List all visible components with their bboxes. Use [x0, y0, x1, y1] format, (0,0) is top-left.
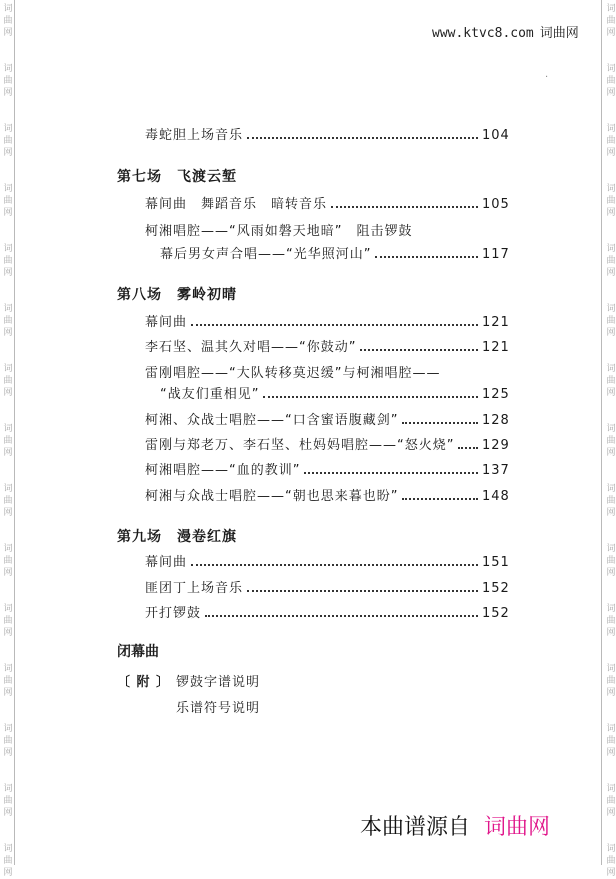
watermark-char: 曲 — [606, 556, 616, 566]
source-text: 本曲谱源自 — [360, 815, 471, 840]
watermark-char: 网 — [606, 568, 616, 578]
watermark-char: 网 — [606, 388, 616, 398]
dot-leader — [263, 396, 478, 398]
watermark-char: 网 — [3, 88, 13, 98]
watermark-char: 网 — [3, 28, 13, 38]
dot-leader — [191, 564, 478, 566]
site-header[interactable] — [432, 22, 579, 41]
appendix-tag: 〔 附 〕 — [117, 675, 171, 690]
toc-entry-label: 柯湘唱腔——“血的教训” — [145, 463, 301, 478]
toc-entry — [145, 578, 510, 596]
watermark-char: 词 — [3, 664, 13, 674]
toc-entry — [145, 435, 510, 453]
toc-entry — [160, 244, 510, 262]
site-url[interactable]: www.ktvc8.com — [432, 26, 534, 41]
watermark-char: 词 — [606, 424, 616, 434]
watermark-char: 词 — [3, 244, 13, 254]
watermark-char: 词 — [606, 604, 616, 614]
watermark-char: 网 — [3, 808, 13, 818]
watermark-char: 词 — [606, 544, 616, 554]
toc-entry-label: 开打锣鼓 — [145, 606, 202, 621]
section-title: 第九场 漫卷红旗 — [117, 529, 237, 545]
dot-leader — [375, 256, 478, 258]
watermark-char: 词 — [3, 124, 13, 134]
watermark-char: 网 — [3, 388, 13, 398]
watermark-char: 网 — [606, 868, 616, 878]
section-title: 第八场 雾岭初晴 — [117, 287, 237, 303]
watermark-char: 词 — [606, 364, 616, 374]
appendix-item: 乐谱符号说明 — [176, 701, 261, 716]
toc-entry-label: 幕间曲 — [145, 555, 188, 570]
watermark-char: 词 — [3, 364, 13, 374]
watermark-char: 网 — [3, 748, 13, 758]
watermark-char: 曲 — [3, 256, 13, 266]
watermark-char: 词 — [606, 4, 616, 14]
watermark-char: 网 — [3, 328, 13, 338]
toc-entry — [145, 337, 510, 355]
dot-leader — [304, 472, 478, 474]
watermark-char: 曲 — [3, 16, 13, 26]
toc-entry-label: 柯湘唱腔——“风雨如磐天地暗” 阻击锣鼓 — [145, 224, 413, 239]
watermark-char: 曲 — [606, 16, 616, 26]
watermark-char: 网 — [606, 808, 616, 818]
toc-entry-label: 雷刚与郑老万、李石坚、杜妈妈唱腔——“怒火烧” — [145, 438, 455, 453]
watermark-char: 曲 — [606, 796, 616, 806]
toc-entry-label: “战友们重相见” — [160, 387, 260, 402]
watermark-char: 词 — [606, 304, 616, 314]
watermark-char: 词 — [3, 544, 13, 554]
toc-entry-label: 幕间曲 舞蹈音乐 暗转音乐 — [145, 197, 328, 212]
watermark-char: 网 — [606, 208, 616, 218]
toc-entry-page: 152 — [482, 606, 510, 621]
watermark-char: 曲 — [606, 136, 616, 146]
dot-leader — [247, 590, 478, 592]
watermark-char: 曲 — [606, 76, 616, 86]
dot-leader — [402, 422, 478, 424]
watermark-char: 曲 — [3, 76, 13, 86]
toc-entry-label: 雷刚唱腔——“大队转移莫迟缓”与柯湘唱腔—— — [145, 366, 441, 381]
watermark-char: 曲 — [3, 676, 13, 686]
watermark-char: 曲 — [606, 496, 616, 506]
watermark-char: 曲 — [3, 796, 13, 806]
toc-entry — [145, 194, 510, 212]
watermark-char: 曲 — [606, 436, 616, 446]
watermark-char: 词 — [606, 784, 616, 794]
watermark-char: 词 — [606, 844, 616, 854]
watermark-char: 网 — [606, 88, 616, 98]
watermark-char: 网 — [3, 688, 13, 698]
watermark-char: 词 — [606, 664, 616, 674]
watermark-char: 曲 — [3, 856, 13, 866]
watermark-char: 曲 — [606, 256, 616, 266]
toc-entry-page: 128 — [482, 413, 510, 428]
toc-entry-label: 毒蛇胆上场音乐 — [145, 128, 244, 143]
watermark-char: 词 — [606, 244, 616, 254]
watermark-char: 网 — [606, 748, 616, 758]
toc-entry-page: 104 — [482, 128, 510, 143]
toc-entry-label: 幕后男女声合唱——“光华照河山” — [160, 247, 372, 262]
toc-entry-label: 幕间曲 — [145, 315, 188, 330]
toc-entry-page: 152 — [482, 581, 510, 596]
watermark-char: 词 — [606, 124, 616, 134]
toc-entry-page: 137 — [482, 463, 510, 478]
watermark-char: 词 — [3, 184, 13, 194]
source-credit[interactable] — [360, 810, 550, 841]
watermark-char: 曲 — [606, 616, 616, 626]
toc-entry — [145, 552, 510, 570]
watermark-char: 曲 — [3, 316, 13, 326]
watermark-char: 网 — [3, 448, 13, 458]
watermark-char: 曲 — [3, 496, 13, 506]
watermark-char: 曲 — [606, 676, 616, 686]
watermark-char: 曲 — [3, 196, 13, 206]
watermark-char: 曲 — [606, 856, 616, 866]
toc-entry — [145, 486, 510, 504]
watermark-char: 词 — [3, 784, 13, 794]
dot-leader — [458, 447, 478, 449]
dot-leader — [191, 324, 478, 326]
watermark-char: 网 — [606, 628, 616, 638]
left-watermark-strip — [0, 0, 15, 878]
dot-leader — [360, 349, 478, 351]
watermark-char: 网 — [3, 268, 13, 278]
scan-dot: · — [545, 72, 549, 83]
watermark-char: 网 — [606, 328, 616, 338]
watermark-char: 网 — [606, 28, 616, 38]
toc-entry-page: 117 — [482, 247, 510, 262]
watermark-char: 曲 — [606, 376, 616, 386]
watermark-char: 网 — [3, 628, 13, 638]
toc-entry — [160, 384, 510, 402]
watermark-char: 词 — [606, 724, 616, 734]
watermark-char: 词 — [3, 724, 13, 734]
watermark-char: 网 — [3, 508, 13, 518]
watermark-char: 词 — [3, 304, 13, 314]
toc-entry-page: 125 — [482, 387, 510, 402]
watermark-char: 网 — [606, 688, 616, 698]
toc-entry-page: 121 — [482, 340, 510, 355]
watermark-char: 曲 — [3, 136, 13, 146]
toc-entry — [145, 410, 510, 428]
dot-leader — [402, 498, 478, 500]
toc-entry — [145, 312, 510, 330]
watermark-char: 曲 — [3, 736, 13, 746]
watermark-char: 曲 — [3, 436, 13, 446]
toc-entry-page: 148 — [482, 489, 510, 504]
watermark-char: 网 — [3, 208, 13, 218]
toc-entry-page: 151 — [482, 555, 510, 570]
dot-leader — [331, 206, 478, 208]
toc-entry-label: 柯湘与众战士唱腔——“朝也思来暮也盼” — [145, 489, 399, 504]
toc-entry-label: 匪团丁上场音乐 — [145, 581, 244, 596]
section-title: 第七场 飞渡云堑 — [117, 169, 237, 185]
watermark-char: 网 — [3, 868, 13, 878]
toc-entry — [145, 603, 510, 621]
appendix-item: 锣鼓字谱说明 — [176, 675, 261, 690]
dot-leader — [247, 137, 478, 139]
watermark-char: 曲 — [3, 376, 13, 386]
toc-entry — [145, 125, 510, 143]
watermark-char: 曲 — [606, 316, 616, 326]
watermark-char: 词 — [3, 484, 13, 494]
source-brand-link[interactable]: 词曲网 — [484, 815, 551, 840]
toc-entry-label: 李石坚、温其久对唱——“你鼓动” — [145, 340, 357, 355]
watermark-char: 网 — [606, 508, 616, 518]
toc-entry-page: 105 — [482, 197, 510, 212]
dot-leader — [205, 615, 478, 617]
site-name[interactable]: 词曲网 — [539, 26, 579, 41]
right-watermark-strip — [601, 0, 616, 878]
toc-entry — [145, 460, 510, 478]
watermark-char: 词 — [3, 844, 13, 854]
watermark-char: 网 — [3, 568, 13, 578]
watermark-char: 网 — [3, 148, 13, 158]
watermark-char: 词 — [606, 484, 616, 494]
watermark-char: 词 — [3, 4, 13, 14]
watermark-char: 曲 — [3, 616, 13, 626]
watermark-char: 词 — [606, 64, 616, 74]
section-title: 闭幕曲 — [117, 644, 159, 660]
watermark-char: 词 — [3, 604, 13, 614]
watermark-char: 曲 — [606, 196, 616, 206]
watermark-char: 词 — [3, 64, 13, 74]
watermark-char: 网 — [606, 148, 616, 158]
watermark-char: 曲 — [3, 556, 13, 566]
watermark-char: 词 — [606, 184, 616, 194]
watermark-char: 网 — [606, 448, 616, 458]
toc-entry-label: 柯湘、众战士唱腔——“口含蜜语腹藏剑” — [145, 413, 399, 428]
toc-entry-page: 121 — [482, 315, 510, 330]
watermark-char: 网 — [606, 268, 616, 278]
toc-entry-page: 129 — [482, 438, 510, 453]
watermark-char: 曲 — [606, 736, 616, 746]
watermark-char: 词 — [3, 424, 13, 434]
